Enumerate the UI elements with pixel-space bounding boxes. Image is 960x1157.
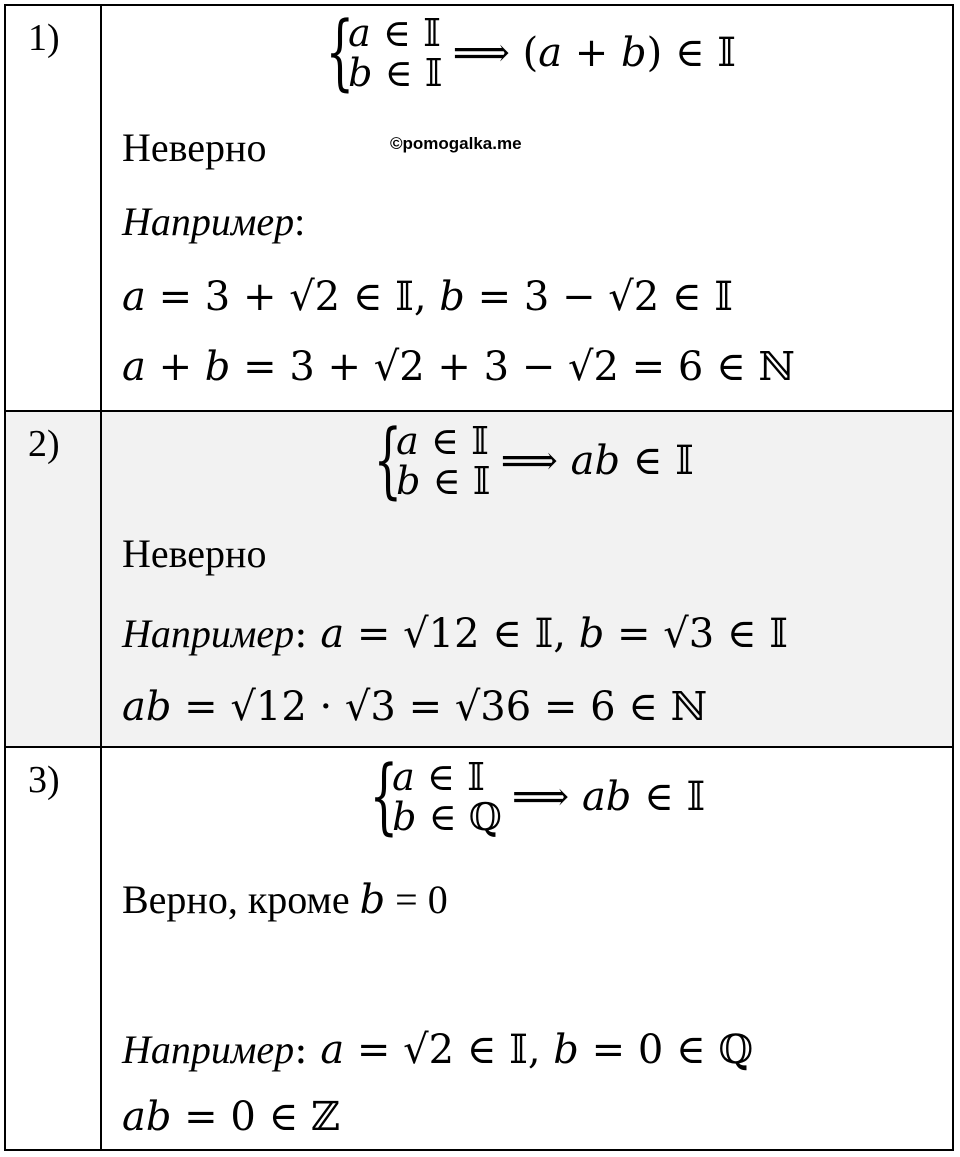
curly-brace: {: [369, 749, 399, 844]
example-line: [122, 1026, 753, 1073]
implication: ⟹ (𝑎 + 𝑏) ∈ 𝕀: [452, 30, 736, 76]
condition-system: [302, 5, 736, 100]
example-heading: [122, 198, 305, 245]
example-label: Например: [122, 1027, 295, 1072]
condition-a: 𝑎 ∈ 𝕀: [396, 419, 489, 463]
implication: ⟹ 𝑎𝑏 ∈ 𝕀: [500, 438, 694, 484]
verdict: Верно, кроме 𝑏 = 0: [122, 877, 448, 922]
curly-brace: {: [373, 413, 403, 508]
verdict: Неверно: [122, 531, 267, 576]
example-values: : 𝑎 = √2 ∈ 𝕀, 𝑏 = 0 ∈ ℚ: [294, 1027, 754, 1073]
example-colon: :: [294, 199, 306, 244]
example-line: [122, 610, 788, 657]
condition-system: [346, 749, 706, 844]
result-line: 𝑎𝑏 = √12 · √3 = √36 = 6 ∈ ℕ: [122, 684, 708, 730]
row-number: 3): [6, 748, 102, 1149]
example-values: : 𝑎 = √12 ∈ 𝕀, 𝑏 = √3 ∈ 𝕀: [294, 611, 788, 657]
condition-pair: [348, 13, 442, 93]
result-line: 𝑎𝑏 = 0 ∈ ℤ: [122, 1094, 341, 1140]
verdict: Неверно: [122, 125, 267, 170]
row-content: [102, 412, 952, 746]
condition-a: 𝑎 ∈ 𝕀: [392, 755, 485, 799]
condition-pair: [392, 757, 502, 837]
condition-b: 𝑏 ∈ 𝕀: [348, 51, 443, 95]
example-label: Например: [122, 199, 295, 244]
implication: ⟹ 𝑎𝑏 ∈ 𝕀: [511, 774, 706, 820]
watermark: ©pomogalka.me: [390, 134, 522, 153]
row-content: [102, 6, 952, 410]
row-number: 1): [6, 6, 102, 410]
example-line: 𝑎 = 3 + √2 ∈ 𝕀, 𝑏 = 3 − √2 ∈ 𝕀: [122, 274, 733, 320]
row-number: 2): [6, 412, 102, 746]
table-row: [6, 410, 952, 746]
condition-system: [350, 413, 694, 508]
row-content: [102, 748, 952, 1149]
condition-b: 𝑏 ∈ ℚ: [392, 795, 502, 839]
curly-brace: {: [325, 5, 355, 100]
table-row: [6, 746, 952, 1149]
table-row: [6, 6, 952, 410]
solution-table: [4, 4, 954, 1151]
result-line: 𝑎 + 𝑏 = 3 + √2 + 3 − √2 = 6 ∈ ℕ: [122, 344, 795, 390]
condition-b: 𝑏 ∈ 𝕀: [396, 459, 491, 503]
example-label: Например: [122, 611, 295, 656]
condition-pair: [396, 421, 490, 501]
condition-a: 𝑎 ∈ 𝕀: [348, 11, 441, 55]
